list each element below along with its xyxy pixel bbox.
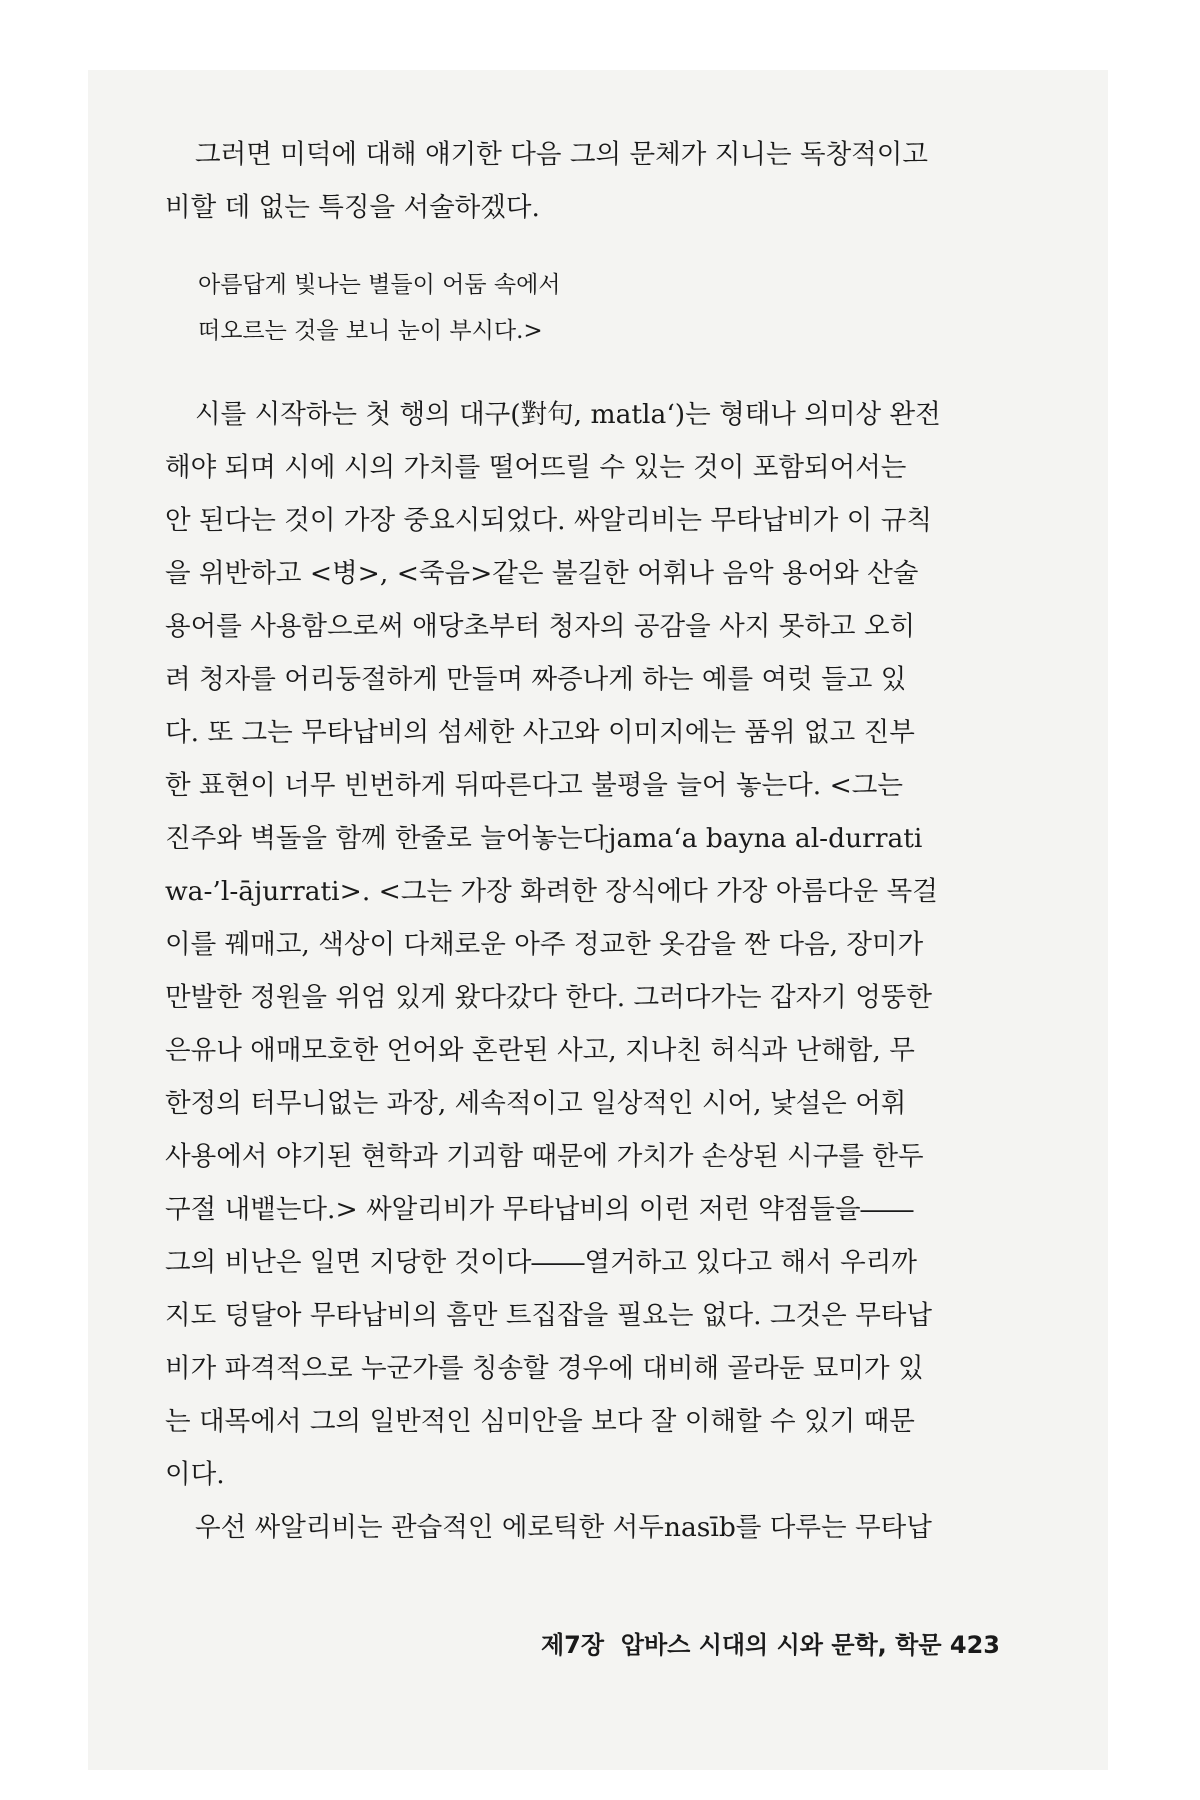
last-paragraph: 우선 싸알리비는 관습적인 에로틱한 서두nasīb를 다루는 무타납: [195, 1512, 932, 1543]
page-footer: [541, 1625, 1000, 1660]
page-number: 423: [949, 1631, 1000, 1659]
footer-title: 압바스 시대의 시와 문학, 학문: [620, 1631, 942, 1659]
verse-line-2: 떠오르는 것을 보니 눈이 부시다.>: [198, 318, 543, 344]
verse-block: [198, 262, 561, 354]
main-paragraph: 시를 시작하는 첫 행의 대구(對句, matla‘)는 형태나 의미상 완전 해야 되며 시에 시의 가치를 떨어뜨릴 수 있는 것이 포함되어서는 안 된다는 것이 가장 중요시되었다. 싸알리비는 무타납비가 이 규칙 을 위반하고 <병>, <죽음>같은 불길한 어휘나 음악 용어와 산술 용어를 사용함으로써 애당초부터 청자의 공감을 사지 못하고 오히 려 청자를 어리둥절하게 만들며 짜증나게 하는 예를 여럿 들고 있 다. 또 그는 무타납비의 섬세한 사고와 이미지에는 품위 없고 진부 한 표현이 너무 빈번하게 뒤따른다고 불평을 늘어 놓는다. <그는 진주와 벽돌을 함께 한줄로 늘어놓는다jama‘a bayna al-durrati wa-’l-ājurrati>. <그는 가장 화려한 장식에다 가장 아름다운 목걸 이를 꿰매고, 색상이 다채로운 아주 정교한 옷감을 짠 다음, 장미가 만발한 정원을 위엄 있게 왔다갔다 한다. 그러다가는 갑자기 엉뚱한 은유나 애매모호한 언어와 혼란된 사고, 지나친 허식과 난해함, 무 한정의 터무니없는 과장, 세속적이고 일상적인 시어, 낯설은 어휘 사용에서 야기된 현학과 기괴함 때문에 가치가 손상된 시구를 한두 구절 내뱉는다.> 싸알리비가 무타납비의 이런 저런 약점들을―― 그의 비난은 일면 지당한 것이다――열거하고 있다고 해서 우리까 지도 덩달아 무타납비의 흠만 트집잡을 필요는 없다. 그것은 무타납 비가 파격적으로 누군가를 칭송할 경우에 대비해 골라둔 묘미가 있 는 대목에서 그의 일반적인 심미안을 보다 잘 이해할 수 있기 때문 이다.: [165, 399, 941, 1490]
intro-paragraph: 그러면 미덕에 대해 얘기한 다음 그의 문체가 지니는 독창적이고 비할 데 없는 특징을 서술하겠다.: [165, 139, 928, 223]
footer-chapter: 제7장: [540, 1631, 605, 1659]
main-paragraph-block: [165, 388, 1005, 1554]
intro-paragraph-block: [165, 128, 1005, 234]
verse-line-1: 아름답게 빛나는 별들이 어둠 속에서: [198, 272, 561, 298]
